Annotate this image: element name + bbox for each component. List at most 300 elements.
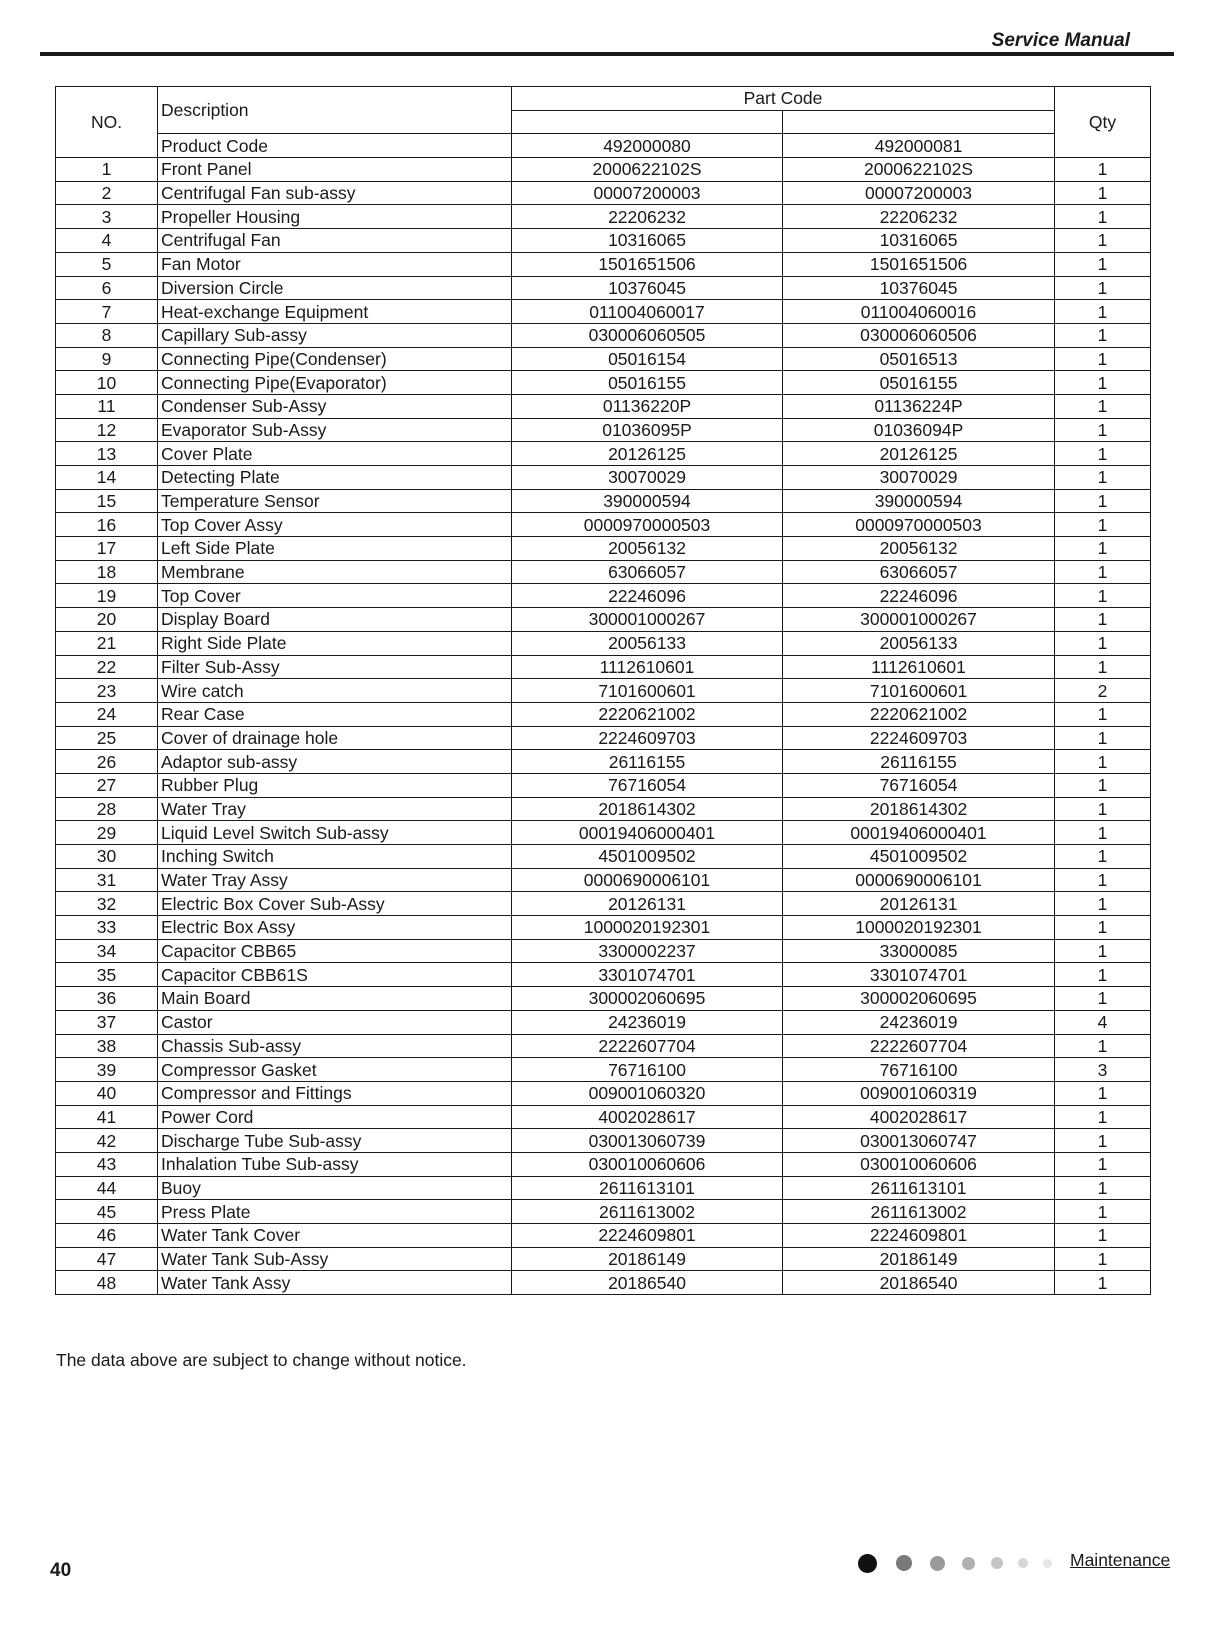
page-number: 40 bbox=[50, 1560, 72, 1581]
product-code-label: Product Code bbox=[158, 134, 512, 158]
row-description: Compressor Gasket bbox=[158, 1058, 512, 1082]
row-qty: 1 bbox=[1055, 1105, 1151, 1129]
row-description: Propeller Housing bbox=[158, 205, 512, 229]
row-no: 16 bbox=[56, 513, 158, 537]
row-part-code-1: 2222607704 bbox=[512, 1034, 783, 1058]
table-row bbox=[56, 1152, 1151, 1176]
row-part-code-2: 030013060747 bbox=[783, 1129, 1055, 1153]
row-part-code-2: 24236019 bbox=[783, 1010, 1055, 1034]
row-part-code-1: 20126131 bbox=[512, 892, 783, 916]
row-part-code-2: 22246096 bbox=[783, 584, 1055, 608]
row-part-code-1: 00019406000401 bbox=[512, 821, 783, 845]
row-qty: 1 bbox=[1055, 1271, 1151, 1295]
section-dot-icon bbox=[896, 1555, 912, 1571]
row-description: Electric Box Assy bbox=[158, 916, 512, 940]
row-qty: 1 bbox=[1055, 702, 1151, 726]
row-part-code-2: 300001000267 bbox=[783, 608, 1055, 632]
table-row bbox=[56, 1010, 1151, 1034]
row-part-code-2: 76716100 bbox=[783, 1058, 1055, 1082]
row-part-code-2: 0000970000503 bbox=[783, 513, 1055, 537]
row-qty: 3 bbox=[1055, 1058, 1151, 1082]
row-qty: 1 bbox=[1055, 276, 1151, 300]
table-row bbox=[56, 1271, 1151, 1295]
disclaimer-note: The data above are subject to change without notice. bbox=[56, 1350, 467, 1370]
row-description: Connecting Pipe(Condenser) bbox=[158, 347, 512, 371]
row-part-code-1: 10376045 bbox=[512, 276, 783, 300]
row-part-code-1: 030013060739 bbox=[512, 1129, 783, 1153]
table-row bbox=[56, 608, 1151, 632]
row-qty: 1 bbox=[1055, 1034, 1151, 1058]
table-row bbox=[56, 750, 1151, 774]
row-part-code-1: 26116155 bbox=[512, 750, 783, 774]
row-description: Inching Switch bbox=[158, 845, 512, 869]
row-qty: 1 bbox=[1055, 608, 1151, 632]
row-description: Power Cord bbox=[158, 1105, 512, 1129]
row-qty: 1 bbox=[1055, 1081, 1151, 1105]
row-no: 15 bbox=[56, 489, 158, 513]
row-no: 11 bbox=[56, 394, 158, 418]
row-description: Evaporator Sub-Assy bbox=[158, 418, 512, 442]
row-qty: 1 bbox=[1055, 584, 1151, 608]
row-no: 44 bbox=[56, 1176, 158, 1200]
row-no: 33 bbox=[56, 916, 158, 940]
row-no: 47 bbox=[56, 1247, 158, 1271]
row-part-code-2: 2224609801 bbox=[783, 1224, 1055, 1248]
table-row bbox=[56, 181, 1151, 205]
row-part-code-2: 20186540 bbox=[783, 1271, 1055, 1295]
row-no: 14 bbox=[56, 466, 158, 490]
table-row bbox=[56, 655, 1151, 679]
table-row bbox=[56, 1200, 1151, 1224]
row-part-code-1: 20186540 bbox=[512, 1271, 783, 1295]
row-qty: 1 bbox=[1055, 158, 1151, 182]
row-description: Buoy bbox=[158, 1176, 512, 1200]
table-row bbox=[56, 726, 1151, 750]
row-no: 1 bbox=[56, 158, 158, 182]
header-part-code-sub-1 bbox=[512, 110, 783, 134]
row-part-code-2: 01036094P bbox=[783, 418, 1055, 442]
row-part-code-1: 4501009502 bbox=[512, 845, 783, 869]
row-qty: 1 bbox=[1055, 323, 1151, 347]
row-qty: 1 bbox=[1055, 252, 1151, 276]
table-row bbox=[56, 371, 1151, 395]
row-part-code-2: 20126125 bbox=[783, 442, 1055, 466]
row-no: 4 bbox=[56, 229, 158, 253]
row-description: Inhalation Tube Sub-assy bbox=[158, 1152, 512, 1176]
row-part-code-2: 20056133 bbox=[783, 631, 1055, 655]
row-part-code-1: 76716054 bbox=[512, 773, 783, 797]
row-description: Water Tray bbox=[158, 797, 512, 821]
table-row bbox=[56, 868, 1151, 892]
row-no: 30 bbox=[56, 845, 158, 869]
row-part-code-1: 2224609703 bbox=[512, 726, 783, 750]
table-row bbox=[56, 584, 1151, 608]
row-no: 22 bbox=[56, 655, 158, 679]
row-part-code-1: 1000020192301 bbox=[512, 916, 783, 940]
row-qty: 1 bbox=[1055, 537, 1151, 561]
maintenance-link[interactable]: Maintenance bbox=[1070, 1550, 1171, 1570]
row-description: Centrifugal Fan sub-assy bbox=[158, 181, 512, 205]
table-row bbox=[56, 1129, 1151, 1153]
row-qty: 1 bbox=[1055, 489, 1151, 513]
row-no: 3 bbox=[56, 205, 158, 229]
row-description: Right Side Plate bbox=[158, 631, 512, 655]
row-description: Fan Motor bbox=[158, 252, 512, 276]
row-part-code-1: 05016155 bbox=[512, 371, 783, 395]
table-row bbox=[56, 916, 1151, 940]
table-row bbox=[56, 1224, 1151, 1248]
row-part-code-1: 1112610601 bbox=[512, 655, 783, 679]
row-qty: 1 bbox=[1055, 560, 1151, 584]
row-part-code-1: 030006060505 bbox=[512, 323, 783, 347]
row-description: Capacitor CBB65 bbox=[158, 939, 512, 963]
row-no: 28 bbox=[56, 797, 158, 821]
row-description: Top Cover bbox=[158, 584, 512, 608]
row-no: 21 bbox=[56, 631, 158, 655]
row-part-code-2: 2000622102S bbox=[783, 158, 1055, 182]
row-no: 36 bbox=[56, 987, 158, 1011]
table-row bbox=[56, 631, 1151, 655]
row-part-code-2: 10376045 bbox=[783, 276, 1055, 300]
row-no: 23 bbox=[56, 679, 158, 703]
row-no: 39 bbox=[56, 1058, 158, 1082]
row-description: Wire catch bbox=[158, 679, 512, 703]
table-row bbox=[56, 229, 1151, 253]
table-row bbox=[56, 347, 1151, 371]
row-no: 26 bbox=[56, 750, 158, 774]
row-no: 34 bbox=[56, 939, 158, 963]
table-row bbox=[56, 821, 1151, 845]
header-description: Description bbox=[158, 87, 512, 134]
row-no: 35 bbox=[56, 963, 158, 987]
row-part-code-1: 24236019 bbox=[512, 1010, 783, 1034]
row-part-code-1: 20056132 bbox=[512, 537, 783, 561]
row-part-code-1: 011004060017 bbox=[512, 300, 783, 324]
row-description: Electric Box Cover Sub-Assy bbox=[158, 892, 512, 916]
row-no: 48 bbox=[56, 1271, 158, 1295]
row-part-code-2: 1000020192301 bbox=[783, 916, 1055, 940]
row-description: Condenser Sub-Assy bbox=[158, 394, 512, 418]
row-description: Temperature Sensor bbox=[158, 489, 512, 513]
row-no: 27 bbox=[56, 773, 158, 797]
row-qty: 1 bbox=[1055, 726, 1151, 750]
row-part-code-1: 01136220P bbox=[512, 394, 783, 418]
row-description: Detecting Plate bbox=[158, 466, 512, 490]
row-qty: 1 bbox=[1055, 821, 1151, 845]
row-part-code-1: 22246096 bbox=[512, 584, 783, 608]
row-part-code-1: 2000622102S bbox=[512, 158, 783, 182]
row-no: 10 bbox=[56, 371, 158, 395]
table-row bbox=[56, 963, 1151, 987]
row-no: 13 bbox=[56, 442, 158, 466]
row-no: 19 bbox=[56, 584, 158, 608]
row-part-code-2: 30070029 bbox=[783, 466, 1055, 490]
row-no: 31 bbox=[56, 868, 158, 892]
row-part-code-2: 26116155 bbox=[783, 750, 1055, 774]
row-qty: 1 bbox=[1055, 1129, 1151, 1153]
table-row bbox=[56, 560, 1151, 584]
table-row bbox=[56, 845, 1151, 869]
row-no: 42 bbox=[56, 1129, 158, 1153]
row-part-code-2: 009001060319 bbox=[783, 1081, 1055, 1105]
header-title: Service Manual bbox=[991, 30, 1130, 51]
row-qty: 1 bbox=[1055, 347, 1151, 371]
row-qty: 1 bbox=[1055, 466, 1151, 490]
header-no: NO. bbox=[56, 87, 158, 158]
table-row bbox=[56, 939, 1151, 963]
row-part-code-1: 4002028617 bbox=[512, 1105, 783, 1129]
row-part-code-2: 2222607704 bbox=[783, 1034, 1055, 1058]
table-row bbox=[56, 323, 1151, 347]
section-dots bbox=[858, 1553, 1068, 1577]
row-part-code-2: 390000594 bbox=[783, 489, 1055, 513]
row-no: 5 bbox=[56, 252, 158, 276]
row-description: Heat-exchange Equipment bbox=[158, 300, 512, 324]
row-part-code-1: 01036095P bbox=[512, 418, 783, 442]
row-no: 38 bbox=[56, 1034, 158, 1058]
header-rule bbox=[40, 52, 1174, 56]
row-part-code-2: 030006060506 bbox=[783, 323, 1055, 347]
row-description: Cover of drainage hole bbox=[158, 726, 512, 750]
table-row bbox=[56, 892, 1151, 916]
row-description: Centrifugal Fan bbox=[158, 229, 512, 253]
row-part-code-2: 00019406000401 bbox=[783, 821, 1055, 845]
section-dot-icon bbox=[858, 1554, 877, 1573]
table-row bbox=[56, 1247, 1151, 1271]
row-qty: 1 bbox=[1055, 1224, 1151, 1248]
row-part-code-1: 300001000267 bbox=[512, 608, 783, 632]
row-part-code-2: 01136224P bbox=[783, 394, 1055, 418]
row-part-code-2: 0000690006101 bbox=[783, 868, 1055, 892]
row-part-code-2: 20186149 bbox=[783, 1247, 1055, 1271]
row-part-code-1: 05016154 bbox=[512, 347, 783, 371]
row-part-code-1: 300002060695 bbox=[512, 987, 783, 1011]
row-description: Capillary Sub-assy bbox=[158, 323, 512, 347]
row-no: 37 bbox=[56, 1010, 158, 1034]
section-dot-icon bbox=[962, 1557, 975, 1570]
row-qty: 1 bbox=[1055, 845, 1151, 869]
row-qty: 1 bbox=[1055, 773, 1151, 797]
row-part-code-1: 0000970000503 bbox=[512, 513, 783, 537]
table-row bbox=[56, 1176, 1151, 1200]
row-part-code-2: 22206232 bbox=[783, 205, 1055, 229]
table-row bbox=[56, 513, 1151, 537]
row-part-code-1: 76716100 bbox=[512, 1058, 783, 1082]
row-no: 24 bbox=[56, 702, 158, 726]
row-part-code-1: 1501651506 bbox=[512, 252, 783, 276]
row-part-code-2: 7101600601 bbox=[783, 679, 1055, 703]
row-qty: 1 bbox=[1055, 181, 1151, 205]
row-qty: 2 bbox=[1055, 679, 1151, 703]
row-description: Filter Sub-Assy bbox=[158, 655, 512, 679]
table-row bbox=[56, 537, 1151, 561]
row-description: Cover Plate bbox=[158, 442, 512, 466]
row-qty: 4 bbox=[1055, 1010, 1151, 1034]
row-description: Rear Case bbox=[158, 702, 512, 726]
section-dot-icon bbox=[991, 1557, 1003, 1569]
row-description: Main Board bbox=[158, 987, 512, 1011]
row-part-code-2: 33000085 bbox=[783, 939, 1055, 963]
table-row bbox=[56, 252, 1151, 276]
table-row bbox=[56, 797, 1151, 821]
row-qty: 1 bbox=[1055, 300, 1151, 324]
row-no: 29 bbox=[56, 821, 158, 845]
row-qty: 1 bbox=[1055, 987, 1151, 1011]
row-part-code-2: 05016513 bbox=[783, 347, 1055, 371]
table-row bbox=[56, 702, 1151, 726]
row-part-code-1: 20126125 bbox=[512, 442, 783, 466]
row-qty: 1 bbox=[1055, 892, 1151, 916]
row-part-code-2: 76716054 bbox=[783, 773, 1055, 797]
row-qty: 1 bbox=[1055, 655, 1151, 679]
row-qty: 1 bbox=[1055, 205, 1151, 229]
row-description: Water Tank Sub-Assy bbox=[158, 1247, 512, 1271]
row-qty: 1 bbox=[1055, 868, 1151, 892]
row-part-code-2: 011004060016 bbox=[783, 300, 1055, 324]
row-part-code-2: 2018614302 bbox=[783, 797, 1055, 821]
row-qty: 1 bbox=[1055, 394, 1151, 418]
row-part-code-2: 300002060695 bbox=[783, 987, 1055, 1011]
row-description: Castor bbox=[158, 1010, 512, 1034]
table-row bbox=[56, 300, 1151, 324]
table-row bbox=[56, 418, 1151, 442]
table-row bbox=[56, 466, 1151, 490]
header-part-code-sub-2 bbox=[783, 110, 1055, 134]
table-row bbox=[56, 205, 1151, 229]
row-part-code-1: 2220621002 bbox=[512, 702, 783, 726]
row-part-code-1: 009001060320 bbox=[512, 1081, 783, 1105]
row-part-code-2: 20126131 bbox=[783, 892, 1055, 916]
row-description: Front Panel bbox=[158, 158, 512, 182]
table-row bbox=[56, 489, 1151, 513]
row-description: Press Plate bbox=[158, 1200, 512, 1224]
row-qty: 1 bbox=[1055, 939, 1151, 963]
row-part-code-1: 7101600601 bbox=[512, 679, 783, 703]
row-part-code-2: 1501651506 bbox=[783, 252, 1055, 276]
section-dot-icon bbox=[1043, 1559, 1052, 1568]
row-description: Rubber Plug bbox=[158, 773, 512, 797]
table-row bbox=[56, 987, 1151, 1011]
row-description: Chassis Sub-assy bbox=[158, 1034, 512, 1058]
section-dot-icon bbox=[1018, 1558, 1028, 1568]
row-no: 40 bbox=[56, 1081, 158, 1105]
table-row bbox=[56, 679, 1151, 703]
row-no: 46 bbox=[56, 1224, 158, 1248]
row-part-code-1: 00007200003 bbox=[512, 181, 783, 205]
row-description: Capacitor CBB61S bbox=[158, 963, 512, 987]
table-row bbox=[56, 1058, 1151, 1082]
row-description: Compressor and Fittings bbox=[158, 1081, 512, 1105]
table-row bbox=[56, 1034, 1151, 1058]
header-qty: Qty bbox=[1055, 87, 1151, 158]
row-part-code-1: 3300002237 bbox=[512, 939, 783, 963]
row-description: Connecting Pipe(Evaporator) bbox=[158, 371, 512, 395]
product-code-1: 492000080 bbox=[512, 134, 783, 158]
row-no: 45 bbox=[56, 1200, 158, 1224]
parts-table bbox=[55, 86, 1151, 1295]
row-description: Display Board bbox=[158, 608, 512, 632]
row-part-code-2: 2611613101 bbox=[783, 1176, 1055, 1200]
row-part-code-2: 2611613002 bbox=[783, 1200, 1055, 1224]
parts-table-body bbox=[56, 158, 1151, 1295]
table-row bbox=[56, 394, 1151, 418]
row-description: Water Tank Assy bbox=[158, 1271, 512, 1295]
row-part-code-2: 2224609703 bbox=[783, 726, 1055, 750]
row-description: Diversion Circle bbox=[158, 276, 512, 300]
row-qty: 1 bbox=[1055, 963, 1151, 987]
table-row bbox=[56, 773, 1151, 797]
row-part-code-1: 3301074701 bbox=[512, 963, 783, 987]
row-description: Water Tank Cover bbox=[158, 1224, 512, 1248]
row-part-code-1: 2611613101 bbox=[512, 1176, 783, 1200]
table-row bbox=[56, 1081, 1151, 1105]
row-qty: 1 bbox=[1055, 631, 1151, 655]
row-description: Top Cover Assy bbox=[158, 513, 512, 537]
row-no: 8 bbox=[56, 323, 158, 347]
row-part-code-2: 63066057 bbox=[783, 560, 1055, 584]
row-no: 41 bbox=[56, 1105, 158, 1129]
row-qty: 1 bbox=[1055, 1152, 1151, 1176]
table-row bbox=[56, 1105, 1151, 1129]
row-no: 32 bbox=[56, 892, 158, 916]
row-part-code-2: 3301074701 bbox=[783, 963, 1055, 987]
row-no: 9 bbox=[56, 347, 158, 371]
row-description: Membrane bbox=[158, 560, 512, 584]
row-no: 2 bbox=[56, 181, 158, 205]
row-qty: 1 bbox=[1055, 1247, 1151, 1271]
row-part-code-2: 1112610601 bbox=[783, 655, 1055, 679]
table-row bbox=[56, 276, 1151, 300]
row-qty: 1 bbox=[1055, 513, 1151, 537]
row-part-code-2: 20056132 bbox=[783, 537, 1055, 561]
row-no: 20 bbox=[56, 608, 158, 632]
row-part-code-1: 20186149 bbox=[512, 1247, 783, 1271]
row-part-code-2: 05016155 bbox=[783, 371, 1055, 395]
row-part-code-1: 2611613002 bbox=[512, 1200, 783, 1224]
row-qty: 1 bbox=[1055, 371, 1151, 395]
row-part-code-2: 4501009502 bbox=[783, 845, 1055, 869]
row-qty: 1 bbox=[1055, 916, 1151, 940]
row-description: Liquid Level Switch Sub-assy bbox=[158, 821, 512, 845]
header-part-code: Part Code bbox=[512, 87, 1055, 111]
row-no: 17 bbox=[56, 537, 158, 561]
row-part-code-1: 0000690006101 bbox=[512, 868, 783, 892]
row-qty: 1 bbox=[1055, 442, 1151, 466]
row-description: Discharge Tube Sub-assy bbox=[158, 1129, 512, 1153]
table-row bbox=[56, 442, 1151, 466]
row-part-code-1: 2018614302 bbox=[512, 797, 783, 821]
row-part-code-1: 390000594 bbox=[512, 489, 783, 513]
row-part-code-2: 00007200003 bbox=[783, 181, 1055, 205]
row-qty: 1 bbox=[1055, 1200, 1151, 1224]
row-qty: 1 bbox=[1055, 229, 1151, 253]
row-part-code-2: 4002028617 bbox=[783, 1105, 1055, 1129]
section-dot-icon bbox=[930, 1556, 945, 1571]
row-part-code-1: 30070029 bbox=[512, 466, 783, 490]
product-code-2: 492000081 bbox=[783, 134, 1055, 158]
row-part-code-1: 10316065 bbox=[512, 229, 783, 253]
row-qty: 1 bbox=[1055, 797, 1151, 821]
row-description: Adaptor sub-assy bbox=[158, 750, 512, 774]
row-no: 18 bbox=[56, 560, 158, 584]
row-part-code-1: 20056133 bbox=[512, 631, 783, 655]
row-part-code-2: 2220621002 bbox=[783, 702, 1055, 726]
row-description: Left Side Plate bbox=[158, 537, 512, 561]
row-part-code-2: 030010060606 bbox=[783, 1152, 1055, 1176]
row-no: 43 bbox=[56, 1152, 158, 1176]
row-qty: 1 bbox=[1055, 418, 1151, 442]
row-part-code-1: 63066057 bbox=[512, 560, 783, 584]
